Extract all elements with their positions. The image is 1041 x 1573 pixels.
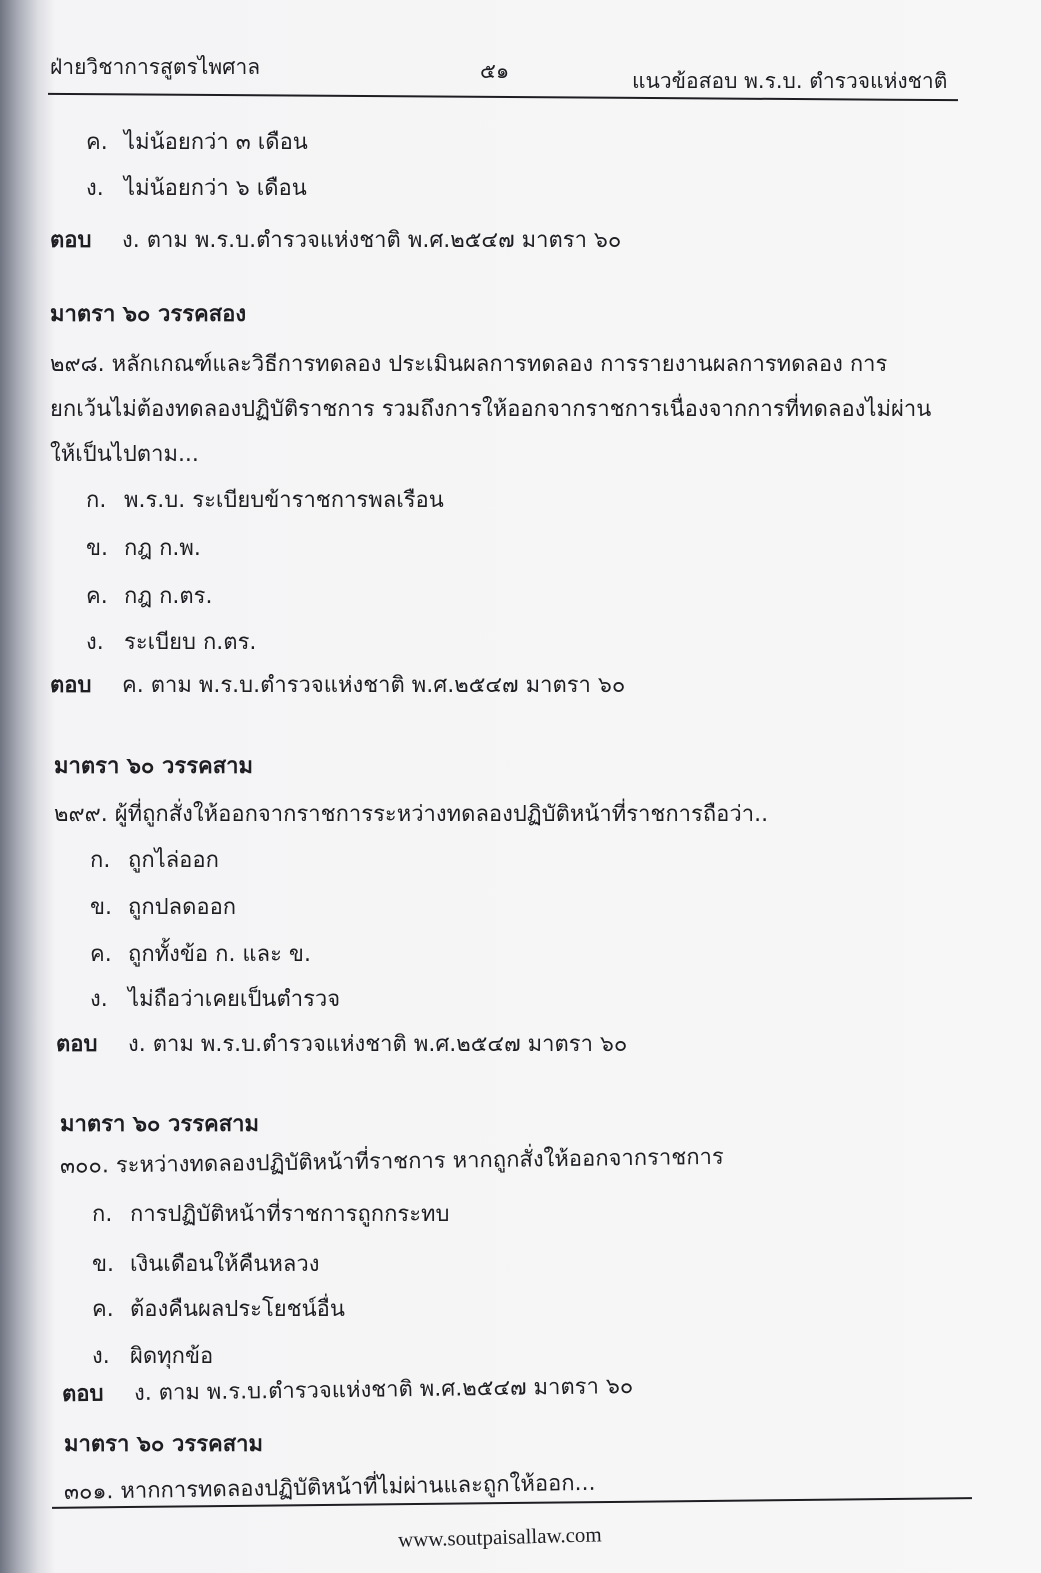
option: ง. ผิดทุกข้อ [92, 1344, 214, 1369]
section-heading: มาตรา ๖๐ วรรคสาม [64, 1432, 264, 1457]
header-right: แนวข้อสอบ พ.ร.บ. ตำรวจแห่งชาติ [632, 69, 948, 93]
footer-website: www.soutpaisallaw.com [397, 1522, 603, 1552]
answer: ตอบ ค. ตาม พ.ร.บ.ตำรวจแห่งชาติ พ.ศ.๒๕๔๗ มาตรา ๖๐ [50, 673, 626, 698]
question-line: ๒๙๙. ผู้ที่ถูกสั่งให้ออกจากราชการระหว่างทดลองปฏิบัติหน้าที่ราชการถือว่า.. [54, 802, 769, 827]
option: ข. ถูกปลดออก [90, 895, 237, 920]
section-heading: มาตรา ๖๐ วรรคสาม [60, 1112, 260, 1137]
page-number: ๕๑ [480, 59, 510, 83]
question-line: ๒๙๘. หลักเกณฑ์และวิธีการทดลอง ประเมินผลการทดลอง การรายงานผลการทดลอง การ [50, 352, 888, 377]
option: ง. ไม่น้อยกว่า ๖ เดือน [86, 176, 307, 201]
option: ง. ระเบียบ ก.ตร. [86, 630, 257, 655]
question-line: ยกเว้นไม่ต้องทดลองปฏิบัติราชการ รวมถึงการให้ออกจากราชการเนื่องจากการที่ทดลองไม่ผ่าน [50, 397, 932, 422]
question-line: ให้เป็นไปตาม... [50, 442, 199, 467]
option: ข. กฎ ก.พ. [86, 536, 201, 561]
answer: ตอบ ง. ตาม พ.ร.บ.ตำรวจแห่งชาติ พ.ศ.๒๕๔๗ มาตรา ๖๐ [50, 228, 622, 253]
question-line: ๓๐๐. ระหว่างทดลองปฏิบัติหน้าที่ราชการ หากถูกสั่งให้ออกจากราชการ [59, 1144, 724, 1179]
option: ค. ต้องคืนผลประโยชน์อื่น [92, 1297, 345, 1322]
section-heading: มาตรา ๖๐ วรรคสอง [50, 302, 247, 327]
option: ก. ถูกไล่ออก [90, 848, 219, 873]
answer: ตอบ ง. ตาม พ.ร.บ.ตำรวจแห่งชาติ พ.ศ.๒๕๔๗ มาตรา ๖๐ [56, 1032, 628, 1057]
option: ข. เงินเดือนให้คืนหลวง [92, 1252, 320, 1277]
header-left: ฝ่ายวิชาการสูตรไพศาล [50, 55, 261, 79]
option: ก. พ.ร.บ. ระเบียบข้าราชการพลเรือน [86, 488, 444, 513]
answer: ตอบ ง. ตาม พ.ร.บ.ตำรวจแห่งชาติ พ.ศ.๒๕๔๗ มาตรา ๖๐ [61, 1374, 634, 1407]
option: ง. ไม่ถือว่าเคยเป็นตำรวจ [90, 987, 341, 1012]
section-heading: มาตรา ๖๐ วรรคสาม [54, 754, 254, 779]
option: ค. กฎ ก.ตร. [86, 584, 213, 609]
option: ก. การปฏิบัติหน้าที่ราชการถูกกระทบ [92, 1202, 450, 1227]
option: ค. ไม่น้อยกว่า ๓ เดือน [86, 130, 308, 155]
question-line: ๓๐๑. หากการทดลองปฏิบัติหน้าที่ไม่ผ่านและถูกให้ออก... [63, 1470, 596, 1505]
option: ค. ถูกทั้งข้อ ก. และ ข. [90, 942, 311, 967]
